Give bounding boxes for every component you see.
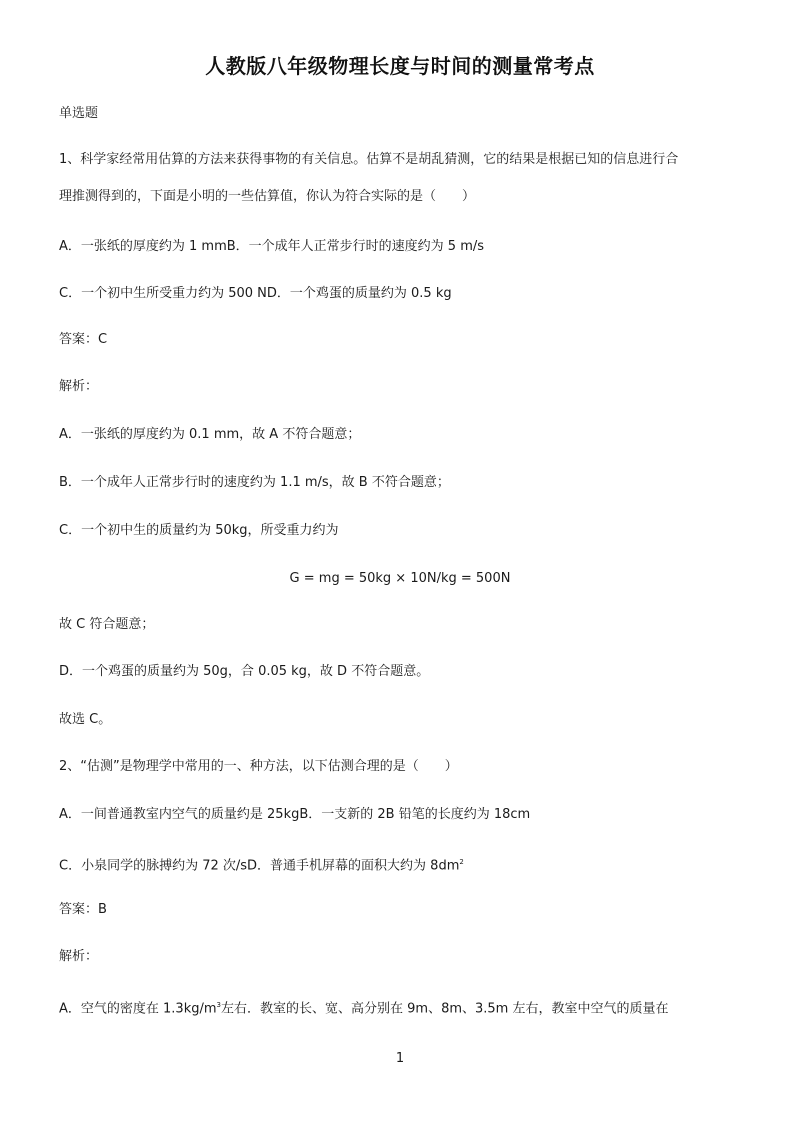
q1-analysis-c-conclusion: 故 C 符合题意； <box>59 617 155 632</box>
q1-analysis-d: D．一个鸡蛋的质量约为 50g，合 0.05 kg，故 D 不符合题意。 <box>59 664 430 679</box>
q1-formula: G = mg = 50kg × 10N/kg = 500N <box>289 571 511 586</box>
q2-analysis-label: 解析： <box>59 949 99 964</box>
q2-option-cd-text: C．小泉同学的脉搏约为 72 次/sD．普通手机屏幕的面积大约为 8dm <box>59 858 460 874</box>
page-number: 1 <box>395 1051 405 1066</box>
q2-analysis-a <box>59 996 668 1018</box>
section-label: 单选题 <box>59 106 99 121</box>
q1-analysis-c: C．一个初中生的质量约为 50kg，所受重力约为 <box>59 523 339 538</box>
q1-option-ab: A．一张纸的厚度约为 1 mmB．一个成年人正常步行时的速度约为 5 m/s <box>59 239 485 254</box>
q2-option-ab: A．一间普通教室内空气的质量约是 25kgB．一支新的 2B 铅笔的长度约为 18cm <box>59 807 531 822</box>
q1-analysis-a: A．一张纸的厚度约为 0.1 mm，故 A 不符合题意； <box>59 427 361 442</box>
q2-analysis-a-part1: A．空气的密度在 1.3kg/m <box>59 1001 217 1017</box>
q1-stem-line2: 理推测得到的，下面是小明的一些估算值，你认为符合实际的是（ ） <box>59 189 476 204</box>
q2-answer: 答案：B <box>59 902 107 917</box>
q1-final: 故选 C。 <box>59 712 112 727</box>
q1-option-cd: C．一个初中生所受重力约为 500 ND．一个鸡蛋的质量约为 0.5 kg <box>59 286 452 301</box>
q2-option-cd-superscript: 2 <box>459 858 464 866</box>
q1-analysis-label: 解析： <box>59 379 99 394</box>
q2-option-cd <box>59 853 464 875</box>
q1-analysis-b: B．一个成年人正常步行时的速度约为 1.1 m/s，故 B 不符合题意； <box>59 475 450 490</box>
q2-stem: 2、“估测”是物理学中常用的一、种方法，以下估测合理的是（ ） <box>59 759 458 774</box>
q2-analysis-a-superscript: 3 <box>216 1001 221 1009</box>
page-title: 人教版八年级物理长度与时间的测量常考点 <box>205 54 595 78</box>
q2-analysis-a-part2: 左右．教室的长、宽、高分别在 9m、8m、3.5m 左右，教室中空气的质量在 <box>221 1001 669 1017</box>
q1-stem-line1: 1、科学家经常用估算的方法来获得事物的有关信息。估算不是胡乱猜测，它的结果是根据已知的信息进行合 <box>59 152 679 167</box>
q1-answer: 答案：C <box>59 332 108 347</box>
